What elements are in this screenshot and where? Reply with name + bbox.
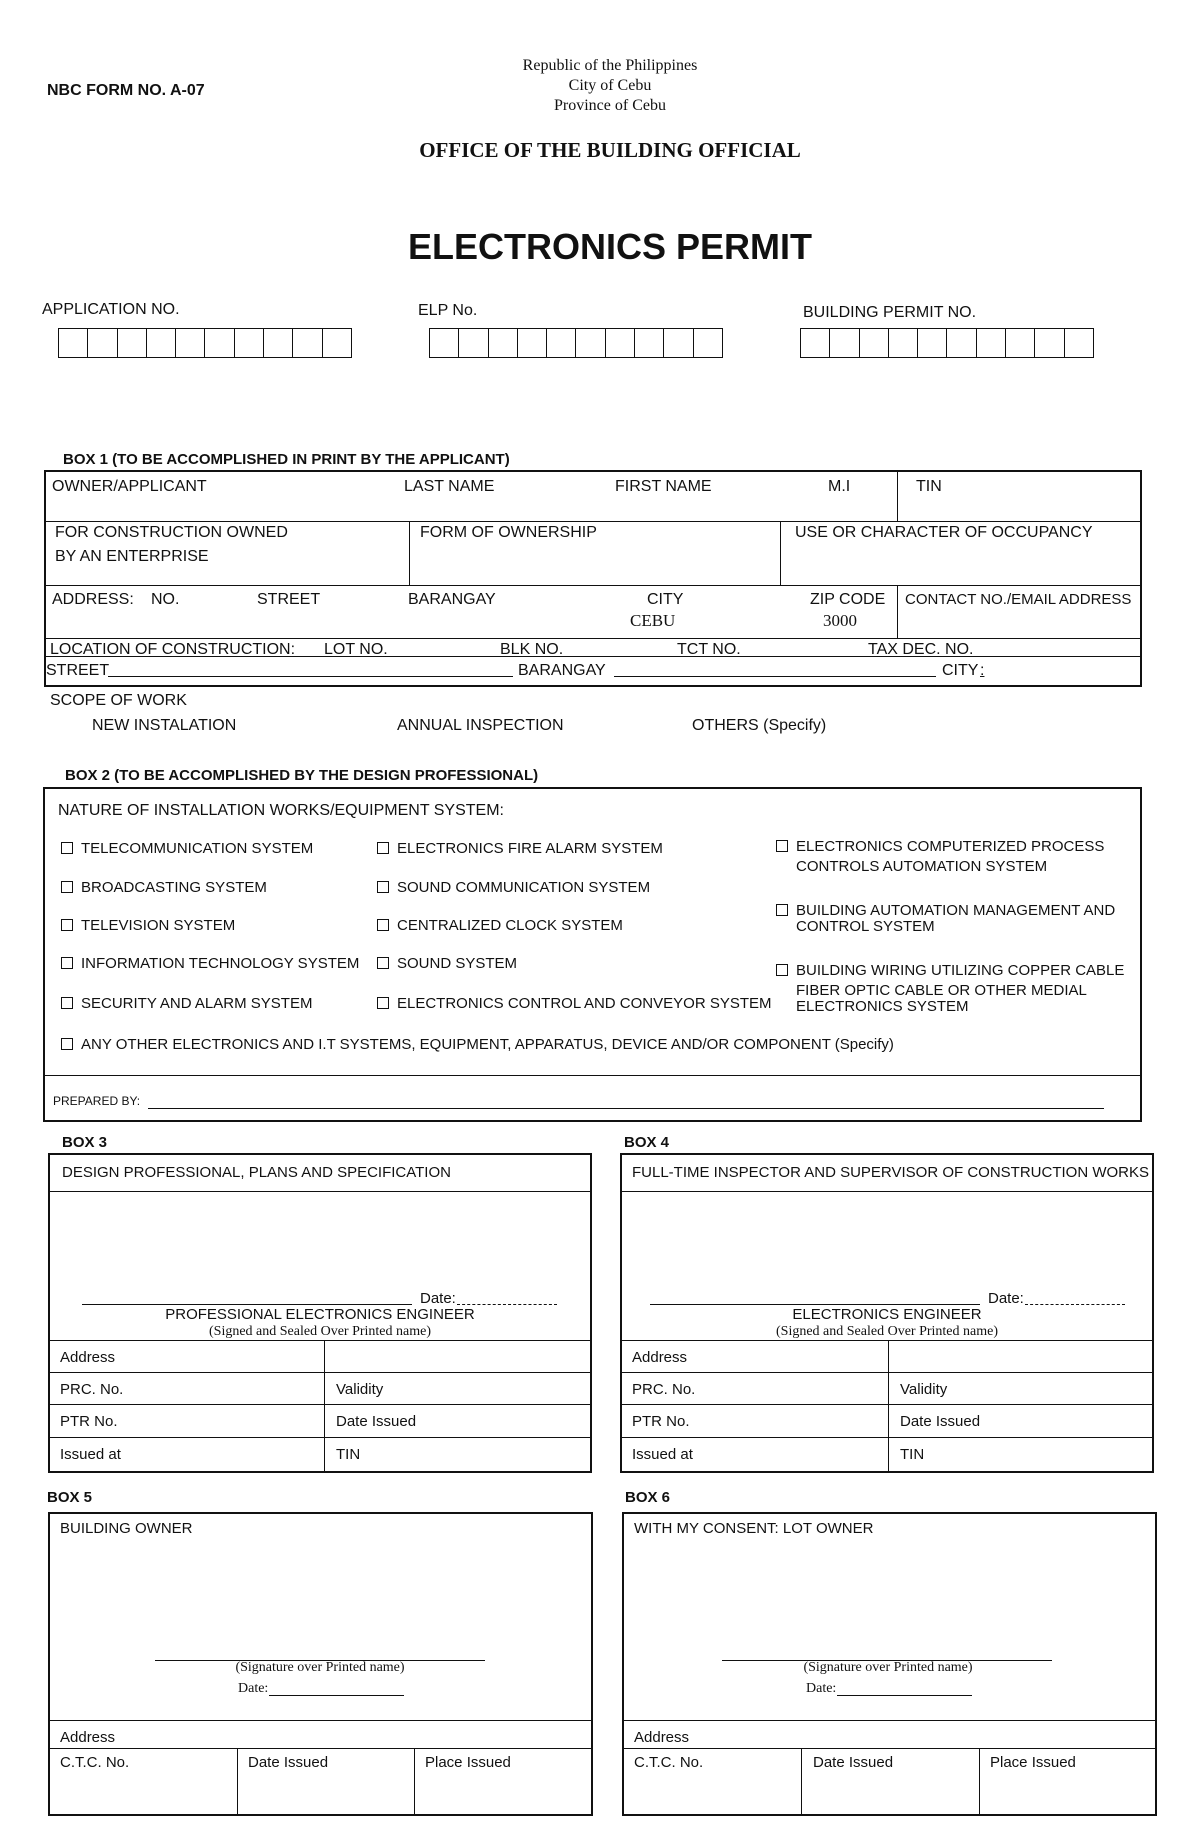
box5-date-label: Date: (238, 1681, 269, 1696)
box5-signature-line[interactable] (155, 1646, 485, 1661)
checkbox-television[interactable] (61, 917, 235, 934)
divider (44, 521, 1142, 522)
box6-title: WITH MY CONSENT: LOT OWNER (634, 1520, 874, 1537)
lot-no-label: LOT NO. (324, 641, 388, 658)
address-label: ADDRESS: (52, 591, 134, 608)
owner-applicant-label: OWNER/APPLICANT (52, 478, 207, 495)
form-number: NBC FORM NO. A-07 (47, 82, 205, 99)
last-name-label: LAST NAME (404, 478, 495, 495)
blk-no-label: BLK NO. (500, 641, 564, 658)
address-city-value: CEBU (630, 611, 676, 630)
box3-date-input[interactable] (457, 1290, 557, 1305)
scope-heading: SCOPE OF WORK (50, 692, 187, 709)
box4-tin-label: TIN (900, 1446, 925, 1463)
address-no-label: NO. (151, 591, 180, 608)
prepared-by-input[interactable] (148, 1094, 1104, 1109)
divider (48, 1404, 592, 1405)
scope-annual-inspection[interactable]: ANNUAL INSPECTION (397, 717, 564, 734)
divider (620, 1404, 1154, 1405)
checkbox-centralized-clock[interactable] (377, 917, 623, 934)
divider (324, 1340, 325, 1473)
box6-date-input[interactable] (837, 1681, 972, 1696)
street-row-label: STREET (46, 662, 110, 679)
zip-code-label: ZIP CODE (810, 591, 886, 608)
divider (888, 1340, 889, 1473)
checkbox-label: SOUND SYSTEM (397, 955, 518, 972)
nature-heading: NATURE OF INSTALLATION WORKS/EQUIPMENT SYSTEM: (58, 802, 504, 819)
box6-ctc-label: C.T.C. No. (634, 1754, 704, 1771)
divider (620, 1437, 1154, 1438)
divider (897, 470, 898, 521)
checkbox-building-automation[interactable] (776, 902, 1115, 919)
checkbox-icon[interactable] (377, 881, 389, 893)
province-line: Province of Cebu (554, 97, 666, 114)
checkbox-fire-alarm[interactable] (377, 840, 663, 857)
box5-place-issued-label: Place Issued (425, 1754, 511, 1771)
box4-role: ELECTRONICS ENGINEER (792, 1306, 982, 1323)
barangay-input[interactable] (614, 662, 936, 677)
building-permit-no-cells[interactable] (800, 328, 1094, 358)
checkbox-broadcasting[interactable] (61, 879, 267, 896)
checkbox-icon[interactable] (776, 964, 788, 976)
box6-date-issued-label: Date Issued (813, 1754, 894, 1771)
divider (801, 1748, 802, 1816)
form-of-ownership-label: FORM OF OWNERSHIP (420, 524, 597, 541)
checkbox-any-other[interactable] (61, 1036, 894, 1053)
checkbox-label-continued: CONTROLS AUTOMATION SYSTEM (796, 858, 1048, 875)
box3-ptr-label: PTR No. (60, 1413, 118, 1430)
divider (897, 585, 898, 638)
box3-tin-label: TIN (336, 1446, 361, 1463)
divider (48, 1191, 592, 1192)
divider (48, 1437, 592, 1438)
checkbox-icon[interactable] (377, 957, 389, 969)
checkbox-icon[interactable] (61, 919, 73, 931)
checkbox-label: SOUND COMMUNICATION SYSTEM (397, 879, 651, 896)
construction-owned-label: FOR CONSTRUCTION OWNED (55, 524, 288, 541)
divider (44, 638, 1142, 639)
checkbox-label: BUILDING AUTOMATION MANAGEMENT AND (796, 902, 1116, 919)
checkbox-sound-system[interactable] (377, 955, 517, 972)
tax-dec-label: TAX DEC. NO. (868, 641, 974, 658)
construction-owned-label-2: BY AN ENTERPRISE (55, 548, 209, 565)
street-input[interactable] (108, 662, 513, 677)
box2-heading: BOX 2 (TO BE ACCOMPLISHED BY THE DESIGN PROFESSIONAL) (65, 767, 539, 784)
divider (48, 1340, 592, 1341)
checkbox-icon[interactable] (377, 997, 389, 1009)
box6-address-label: Address (634, 1729, 690, 1746)
box3-signed-note: (Signed and Sealed Over Printed name) (209, 1324, 431, 1339)
box5-signature-note: (Signature over Printed name) (235, 1660, 405, 1675)
box4-validity-label: Validity (900, 1381, 948, 1398)
box3-issued-at-label: Issued at (60, 1446, 121, 1463)
city-row-label: CITY (942, 662, 979, 679)
checkbox-label: ANY OTHER ELECTRONICS AND I.T SYSTEMS, EQUIPMENT, APPARATUS, DEVICE AND/OR COMPONENT (Specify) (81, 1036, 894, 1053)
divider (409, 521, 410, 585)
divider (48, 1748, 593, 1749)
box6-signature-note: (Signature over Printed name) (803, 1660, 973, 1675)
checkbox-control-conveyor[interactable] (377, 995, 772, 1012)
box6-date-label: Date: (806, 1681, 837, 1696)
box5-date-issued-label: Date Issued (248, 1754, 329, 1771)
divider (622, 1720, 1157, 1721)
checkbox-label-continued: ELECTRONICS SYSTEM (796, 998, 969, 1015)
divider (44, 585, 1142, 586)
divider (622, 1748, 1157, 1749)
checkbox-label: TELEVISION SYSTEM (81, 917, 236, 934)
application-no-label: APPLICATION NO. (42, 301, 180, 318)
checkbox-label: CENTRALIZED CLOCK SYSTEM (397, 917, 623, 934)
elp-no-cells[interactable] (429, 328, 723, 358)
contact-label: CONTACT NO./EMAIL ADDRESS (905, 591, 1132, 608)
divider (979, 1748, 980, 1816)
box5-title: BUILDING OWNER (60, 1520, 193, 1537)
checkbox-icon[interactable] (776, 904, 788, 916)
box3-title: DESIGN PROFESSIONAL, PLANS AND SPECIFICATION (62, 1164, 451, 1181)
checkbox-information-technology[interactable] (61, 955, 359, 972)
address-street-label: STREET (257, 591, 321, 608)
checkbox-label: TELECOMMUNICATION SYSTEM (81, 840, 314, 857)
box5-label: BOX 5 (47, 1489, 93, 1506)
city-row-suffix: : (980, 662, 985, 679)
divider (620, 1340, 1154, 1341)
box3-address-label: Address (60, 1349, 116, 1366)
location-label: LOCATION OF CONSTRUCTION: (50, 641, 296, 658)
checkbox-label: BUILDING WIRING UTILIZING COPPER CABLE (796, 962, 1125, 979)
box5-ctc-label: C.T.C. No. (60, 1754, 130, 1771)
box3-prc-label: PRC. No. (60, 1381, 124, 1398)
box3-label: BOX 3 (62, 1134, 108, 1151)
checkbox-icon[interactable] (61, 842, 73, 854)
box3-date-label: Date: (420, 1290, 456, 1307)
divider (43, 1075, 1142, 1076)
box6-label: BOX 6 (625, 1489, 671, 1506)
use-occupancy-label: USE OR CHARACTER OF OCCUPANCY (795, 524, 1093, 541)
box6-place-issued-label: Place Issued (990, 1754, 1076, 1771)
scope-others[interactable]: OTHERS (Specify) (692, 717, 827, 734)
box6-signature-line[interactable] (722, 1646, 1052, 1661)
checkbox-label: BROADCASTING SYSTEM (81, 879, 267, 896)
divider (780, 521, 781, 585)
box4-label: BOX 4 (624, 1134, 670, 1151)
divider (48, 1720, 593, 1721)
divider (620, 1372, 1154, 1373)
checkbox-icon[interactable] (377, 842, 389, 854)
box4-issued-at-label: Issued at (632, 1446, 693, 1463)
box4-date-label: Date: (988, 1290, 1024, 1307)
checkbox-icon[interactable] (61, 957, 73, 969)
box3-date-issued-label: Date Issued (336, 1413, 417, 1430)
box3-validity-label: Validity (336, 1381, 384, 1398)
checkbox-computerized-process[interactable] (776, 838, 1104, 855)
checkbox-label-continued: FIBER OPTIC CABLE OR OTHER MEDIAL (796, 982, 1087, 999)
box5-address-label: Address (60, 1729, 116, 1746)
box3-role: PROFESSIONAL ELECTRONICS ENGINEER (165, 1306, 475, 1323)
building-permit-no-label: BUILDING PERMIT NO. (803, 304, 977, 321)
barangay-row-label: BARANGAY (518, 662, 606, 679)
divider (414, 1748, 415, 1816)
elp-no-label: ELP No. (418, 302, 478, 319)
box4-ptr-label: PTR No. (632, 1413, 690, 1430)
first-name-label: FIRST NAME (615, 478, 712, 495)
box5-date-input[interactable] (269, 1681, 404, 1696)
divider (237, 1748, 238, 1816)
box4-address-label: Address (632, 1349, 688, 1366)
checkbox-sound-communication[interactable] (377, 879, 650, 896)
prepared-by-label: PREPARED BY: (53, 1094, 141, 1108)
address-city-label: CITY (647, 591, 684, 608)
tct-no-label: TCT NO. (677, 641, 741, 658)
divider (48, 1372, 592, 1373)
checkbox-icon[interactable] (377, 919, 389, 931)
checkbox-building-wiring[interactable] (776, 962, 1124, 979)
box4-signed-note: (Signed and Sealed Over Printed name) (776, 1324, 998, 1339)
box4-date-input[interactable] (1025, 1290, 1125, 1305)
checkbox-label: ELECTRONICS CONTROL AND CONVEYOR SYSTEM (397, 995, 772, 1012)
box4-signature-line[interactable] (650, 1290, 980, 1305)
box4-date-issued-label: Date Issued (900, 1413, 981, 1430)
checkbox-label: SECURITY AND ALARM SYSTEM (81, 995, 313, 1012)
page-title: ELECTRONICS PERMIT (407, 226, 812, 267)
zip-code-value: 3000 (823, 611, 857, 630)
address-barangay-label: BARANGAY (408, 591, 496, 608)
tin-label: TIN (916, 478, 942, 495)
checkbox-icon[interactable] (61, 881, 73, 893)
checkbox-label: INFORMATION TECHNOLOGY SYSTEM (81, 955, 360, 972)
checkbox-icon[interactable] (61, 1038, 73, 1050)
checkbox-icon[interactable] (61, 997, 73, 1009)
checkbox-security-alarm[interactable] (61, 995, 312, 1012)
office-title: OFFICE OF THE BUILDING OFFICIAL (419, 138, 801, 162)
mi-label: M.I (828, 478, 851, 495)
city-line: City of Cebu (568, 77, 652, 94)
divider (620, 1191, 1154, 1192)
checkbox-telecommunication[interactable] (61, 840, 313, 857)
application-no-cells[interactable] (58, 328, 352, 358)
checkbox-label: ELECTRONICS FIRE ALARM SYSTEM (397, 840, 663, 857)
box3-signature-line[interactable] (82, 1290, 412, 1305)
box4-prc-label: PRC. No. (632, 1381, 696, 1398)
checkbox-label-continued: CONTROL SYSTEM (796, 918, 935, 935)
checkbox-label: ELECTRONICS COMPUTERIZED PROCESS (796, 838, 1105, 855)
scope-new-installation[interactable]: NEW INSTALATION (92, 717, 237, 734)
checkbox-icon[interactable] (776, 840, 788, 852)
box1-heading: BOX 1 (TO BE ACCOMPLISHED IN PRINT BY THE APPLICANT) (63, 451, 510, 468)
box4-title: FULL-TIME INSPECTOR AND SUPERVISOR OF CONSTRUCTION WORKS (632, 1164, 1150, 1181)
republic-line: Republic of the Philippines (522, 57, 698, 74)
